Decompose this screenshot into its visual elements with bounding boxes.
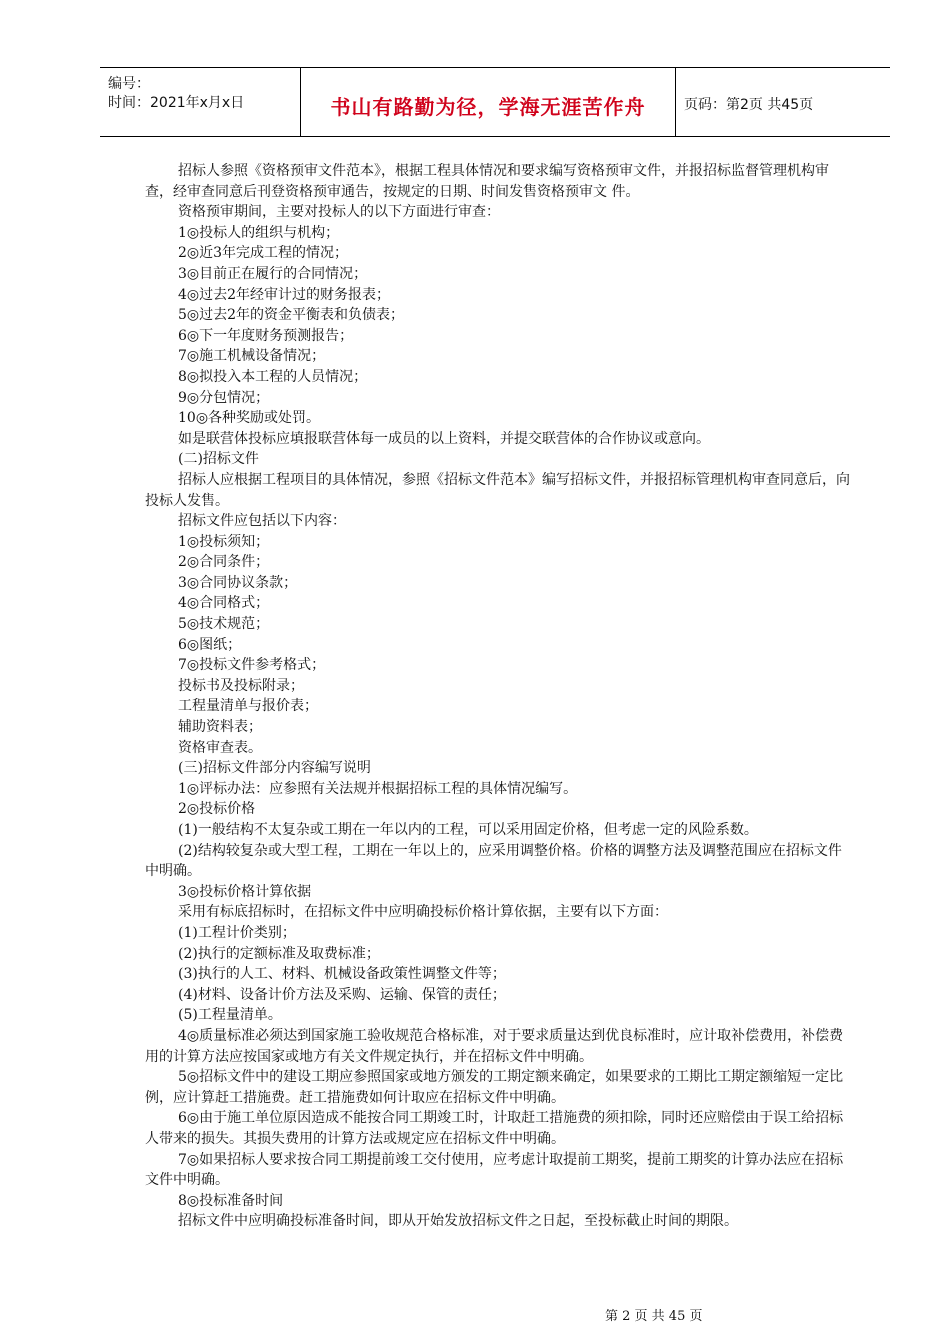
body-paragraph: (1)一般结构不太复杂或工期在一年以内的工程，可以采用固定价格，但考虑一定的风险系数。 [178, 822, 758, 838]
body-paragraph: 辅助资料表； [178, 719, 262, 736]
header-meta-cell [100, 68, 301, 136]
body-paragraph: 6◎由于施工单位原因造成不能按合同工期竣工时，计取赶工措施费的须扣除，同时还应赔偿由于误工给招标人带来的损失。其损失费用的计算方法或规定应在招标文件中明确。 [145, 1110, 844, 1147]
body-paragraph: (二)招标文件 [178, 451, 259, 468]
body-paragraph: (3)执行的人工、材料、机械设备政策性调整文件等； [178, 966, 506, 983]
body-paragraph: 1◎评标办法：应参照有关法规并根据招标工程的具体情况编写。 [178, 780, 578, 797]
body-paragraph: 1◎投标须知； [178, 533, 270, 550]
document-number-label: 编号： [108, 76, 150, 92]
body-paragraph: 4◎合同格式； [178, 595, 270, 612]
body-paragraph: 1◎投标人的组织与机构； [178, 224, 340, 241]
body-paragraph: (2)结构较复杂或大型工程，工期在一年以上的，应采用调整价格。价格的调整方法及调整范围应在招标文件中明确。 [145, 842, 842, 880]
body-paragraph: 招标人参照《资格预审文件范本》，根据工程具体情况和要求编写资格预审文件，并报招标监督管理机构审查，经审查同意后刊登资格预审通告，按规定的日期、时间发售资格预审文 件。 [145, 163, 829, 200]
body-paragraph: 6◎图纸； [178, 636, 242, 653]
body-paragraph: 7◎如果招标人要求按合同工期提前竣工交付使用，应考虑计取提前工期奖，提前工期奖的计算办法应在招标文件中明确。 [145, 1151, 844, 1189]
body-paragraph: 7◎施工机械设备情况； [178, 348, 326, 365]
header-motto-cell [301, 68, 676, 136]
body-paragraph: 2◎合同条件； [178, 554, 270, 571]
body-paragraph: 9◎分包情况； [178, 389, 270, 406]
body-paragraph: 招标文件中应明确投标准备时间，即从开始发放招标文件之日起，至投标截止时间的期限。 [178, 1213, 738, 1230]
body-paragraph: 10◎各种奖励或处罚。 [178, 410, 321, 427]
body-paragraph: (1)工程计价类别； [178, 924, 296, 941]
body-paragraph: 8◎拟投入本工程的人员情况； [178, 368, 368, 385]
document-time-label: 时间：2021年x月x日 [108, 95, 245, 111]
header-page-cell [676, 68, 890, 136]
body-paragraph: (5)工程量清单。 [178, 1007, 282, 1024]
body-paragraph: 2◎投标价格 [178, 801, 256, 818]
body-paragraph: 6◎下一年度财务预测报告； [178, 327, 354, 344]
page-header [100, 67, 890, 137]
body-paragraph: 4◎质量标准必须达到国家施工验收规范合格标准，对于要求质量达到优良标准时，应计取补偿费用，补偿费用的计算方法应按国家或地方有关文件规定执行，并在招标文件中明确。 [145, 1027, 844, 1065]
body-paragraph: 5◎招标文件中的建设工期应参照国家或地方颁发的工期定额来确定，如果要求的工期比工期定额缩短一定比例，应计算赶工措施费。赶工措施费如何计取应在招标文件中明确。 [145, 1069, 844, 1106]
body-paragraph: 采用有标底招标时，在招标文件中应明确投标价格计算依据，主要有以下方面： [178, 904, 668, 921]
body-paragraph: 2◎近3年完成工程的情况； [178, 245, 349, 262]
header-page-info: 页码：第2页 共45页 [684, 97, 814, 113]
body-paragraph: 5◎过去2年的资金平衡表和负债表； [178, 307, 405, 324]
body-paragraph: 资格审查表。 [178, 739, 262, 756]
body-paragraph: 招标人应根据工程项目的具体情况，参照《招标文件范本》编写招标文件，并报招标管理机构审查同意后，向投标人发售。 [145, 471, 850, 509]
body-paragraph: 资格预审期间，主要对投标人的以下方面进行审查： [178, 204, 500, 221]
body-paragraph: 3◎目前正在履行的合同情况； [178, 265, 368, 282]
body-paragraph: (4)材料、设备计价方法及采购、运输、保管的责任； [178, 986, 506, 1003]
body-paragraph: 7◎投标文件参考格式； [178, 657, 326, 674]
body-paragraph: 3◎投标价格计算依据 [178, 883, 312, 900]
body-paragraph: 如是联营体投标应填报联营体每一成员的以上资料，并提交联营体的合作协议或意向。 [178, 430, 710, 447]
body-paragraph: 4◎过去2年经审计过的财务报表； [178, 286, 391, 303]
body-paragraph: (三)招标文件部分内容编写说明 [178, 760, 371, 777]
body-paragraph: 5◎技术规范； [178, 616, 270, 633]
body-paragraph: 工程量清单与报价表； [178, 698, 318, 715]
body-paragraph: 3◎合同协议条款； [178, 574, 298, 591]
body-paragraph: 招标文件应包括以下内容： [178, 513, 346, 530]
body-paragraph: (2)执行的定额标准及取费标准； [178, 945, 380, 962]
document-body [145, 161, 850, 1232]
header-motto: 书山有路勤为径，学海无涯苦作舟 [330, 95, 646, 119]
body-paragraph: 8◎投标准备时间 [178, 1192, 284, 1209]
page-footer: 第 2 页 共 45 页 [605, 1309, 703, 1324]
body-paragraph: 投标书及投标附录； [178, 677, 304, 694]
